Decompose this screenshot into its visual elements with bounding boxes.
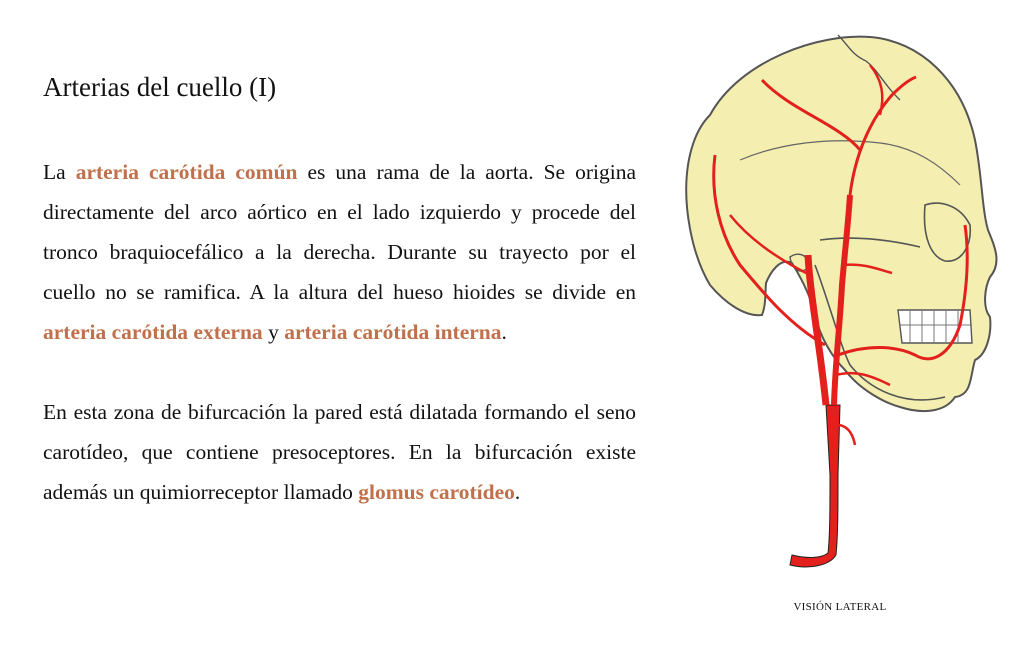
page-title: Arterias del cuello (I)	[43, 72, 277, 102]
paragraph-carotid-common	[43, 152, 636, 352]
term-external-carotid: arteria carótida externa	[43, 320, 263, 344]
text-span: y	[262, 320, 285, 344]
term-internal-carotid: arteria carótida interna	[284, 320, 502, 344]
text-span: es una rama de la aorta. Se origina directamente del arco aórtico en el lado izquierdo y procede del tronco braquiocefálico a la derecha. Durante su trayecto por el cuello no se ramifica. A la altura del hueso hioides se divide en	[43, 160, 636, 304]
text-span: .	[501, 320, 507, 344]
text-span: .	[514, 480, 521, 504]
body-text	[43, 152, 636, 512]
skull-arteries-illustration	[670, 25, 1010, 585]
text-span: En esta zona de bifurcación la pared está dilatada formando el seno carotídeo, que contiene presoceptores. En la bifurcación existe además un quimiorreceptor llamado	[43, 400, 636, 504]
paragraph-bifurcation	[43, 392, 636, 512]
text-span: La	[43, 160, 76, 184]
term-carotid-body: glomus carotídeo	[358, 480, 515, 504]
figure-caption: VISIÓN LATERAL	[793, 601, 887, 613]
term-common-carotid: arteria carótida común	[75, 160, 298, 184]
common-carotid-artery	[790, 405, 840, 567]
